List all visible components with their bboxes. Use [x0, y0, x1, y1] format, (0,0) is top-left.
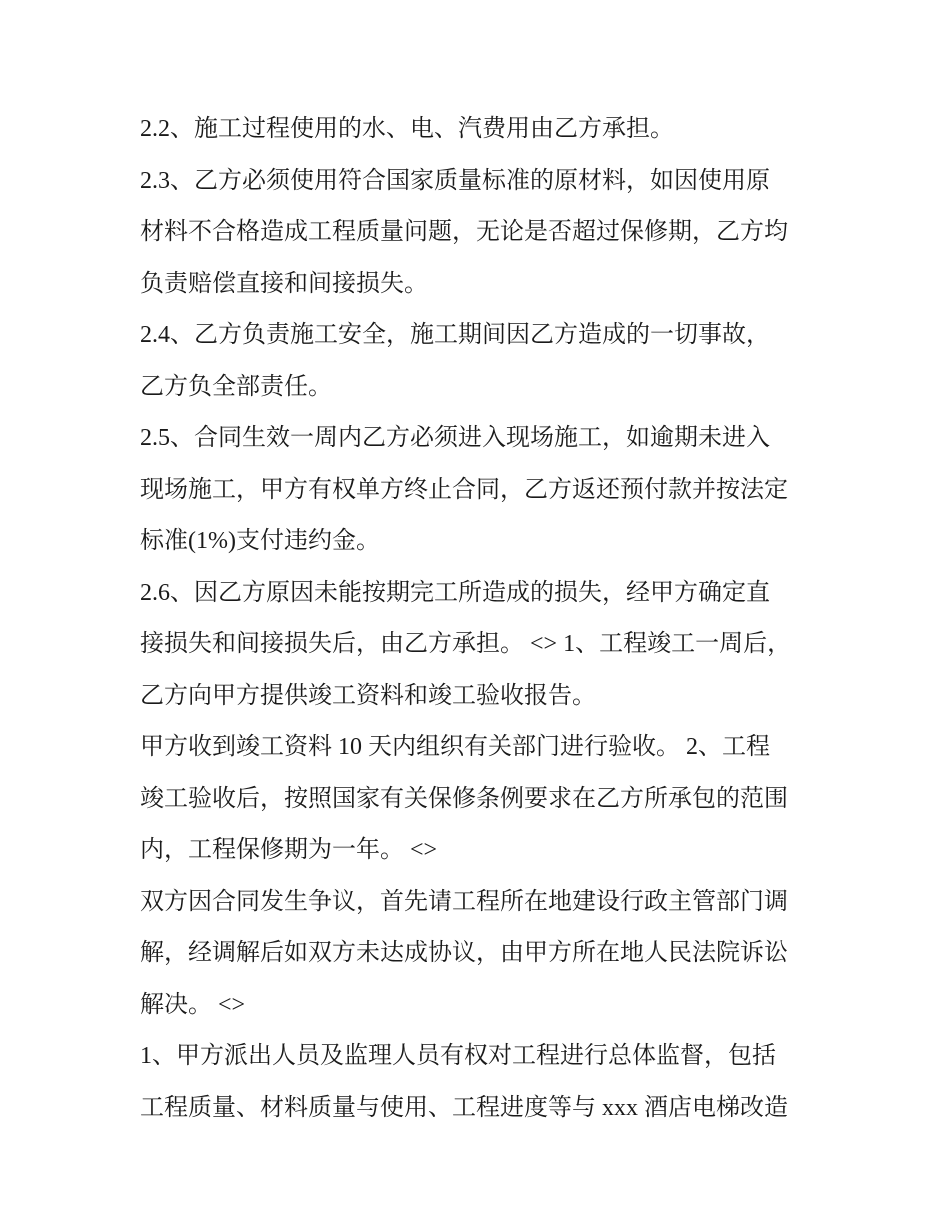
text-line: 标准(1%)支付违约金。 — [140, 528, 380, 554]
text-line: 解决。 <> — [140, 991, 246, 1018]
text-line: 双方因合同发生争议，首先请工程所在地建设行政主管部门调 — [140, 888, 788, 915]
text-line: 工程质量、材料质量与使用、工程进度等与 xxx 酒店电梯改造 — [140, 1094, 788, 1121]
text-line: 接损失和间接损失后，由乙方承担。 <> 1、工程竣工一周后， — [140, 631, 792, 657]
text-line: 2.4、乙方负责施工安全，施工期间因乙方造成的一切事故， — [140, 322, 770, 348]
text-line: 2.5、合同生效一周内乙方必须进入现场施工，如逾期未进入 — [140, 425, 770, 451]
text-line: 乙方向甲方提供竣工资料和竣工验收报告。 — [140, 682, 596, 709]
text-line: 2.6、因乙方原因未能按期完工所造成的损失，经甲方确定直 — [140, 579, 770, 606]
text-line: 2.3、乙方必须使用符合国家质量标准的原材料，如因使用原 — [140, 167, 770, 194]
text-line: 材料不合格造成工程质量问题，无论是否超过保修期，乙方均 — [140, 219, 788, 245]
text-line: 1、甲方派出人员及监理人员有权对工程进行总体监督，包括 — [140, 1043, 776, 1069]
text-line: 竣工验收后，按照国家有关保修条例要求在乙方所承包的范围 — [140, 785, 788, 812]
text-line: 乙方负全部责任。 — [140, 373, 332, 400]
text-line: 现场施工，甲方有权单方终止合同，乙方返还预付款并按法定 — [140, 476, 788, 503]
text-line: 2.2、施工过程使用的水、电、汽费用由乙方承担。 — [140, 116, 674, 142]
contract-text-block — [140, 104, 820, 1134]
text-line: 解，经调解后如双方未达成协议，由甲方所在地人民法院诉讼 — [140, 940, 788, 966]
text-line: 内，工程保修期为一年。 <> — [140, 837, 438, 863]
text-line: 甲方收到竣工资料 10 天内组织有关部门进行验收。 2、工程 — [140, 734, 770, 760]
text-line: 负责赔偿直接和间接损失。 — [140, 270, 428, 297]
